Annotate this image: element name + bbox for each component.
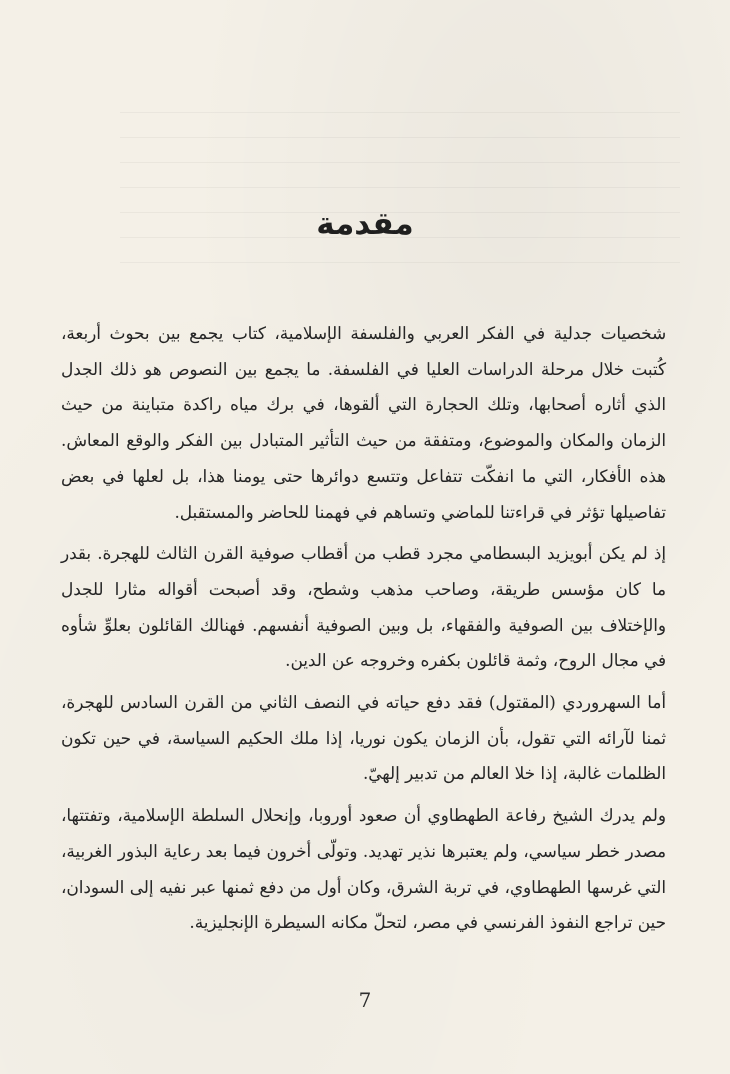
page-number: 7: [358, 988, 372, 1012]
paragraph-suhrawardi: أما السهروردي (المقتول) فقد دفع حياته في النصف الثاني من القرن السادس للهجرة، ثمنا لآرائه التي تقول، بأن الزمان يكون نوريا، إذا ملك الحكيم السياسة، في حين تكون الظلمات غالبة، إذا خلا العالم من تدبير إلهيّ.: [61, 692, 666, 784]
body-text: [61, 316, 666, 941]
paragraph-bistami: إذ لم يكن أبويزيد البسطامي مجرد قطب من أقطاب صوفية القرن الثالث للهجرة. بقدر ما كان مؤسس طريقة، وصاحب مذهب وشطح، وقد أصبحت أقواله مثارا للجدل والإختلاف بين الصوفية والفقهاء، بل وبين الصوفية أنفسهم. فهنالك القائلون بعلوِّ شأوه في مجال الروح، وثمة قائلون بكفره وخروجه عن الدين.: [61, 543, 666, 671]
chapter-title: مقدمة: [316, 206, 414, 242]
paragraph-intro: شخصيات جدلية في الفكر العربي والفلسفة الإسلامية، كتاب يجمع بين بحوث أربعة، كُتبت خلال مرحلة الدراسات العليا في الفلسفة. ما يجمع بين النصوص هو ذلك الجدل الذي أثاره أصحابها، وتلك الحجارة التي ألقوها، في برك مياه راكدة متباينة من حيث الزمان والمكان والموضوع، ومتفقة من حيث التأثير المتبادل بين الفكر والوقع المعاش. هذه الأفكار، التي ما انفكّت تتفاعل وتتسع دوائرها حتى يومنا هذا، بل لعلها في بعض تفاصيلها تؤثر في قراءتنا للماضي وتساهم في فهمنا للحاضر والمستقبل.: [61, 323, 666, 522]
paragraph-tahtawi: ولم يدرك الشيخ رفاعة الطهطاوي أن صعود أوروبا، وإنحلال السلطة الإسلامية، وتفتتها، مصدر خطر سياسي، ولم يعتبرها نذير تهديد. وتولّى أخرون فيما بعد رعاية البذور الغربية، التي غرسها الطهطاوي، في تربة الشرق، وكان أول من دفع ثمنها عبر نفيه إلى السودان، حين تراجع النفوذ الفرنسي في مصر، لتحلّ مكانه السيطرة الإنجليزية.: [61, 805, 666, 933]
